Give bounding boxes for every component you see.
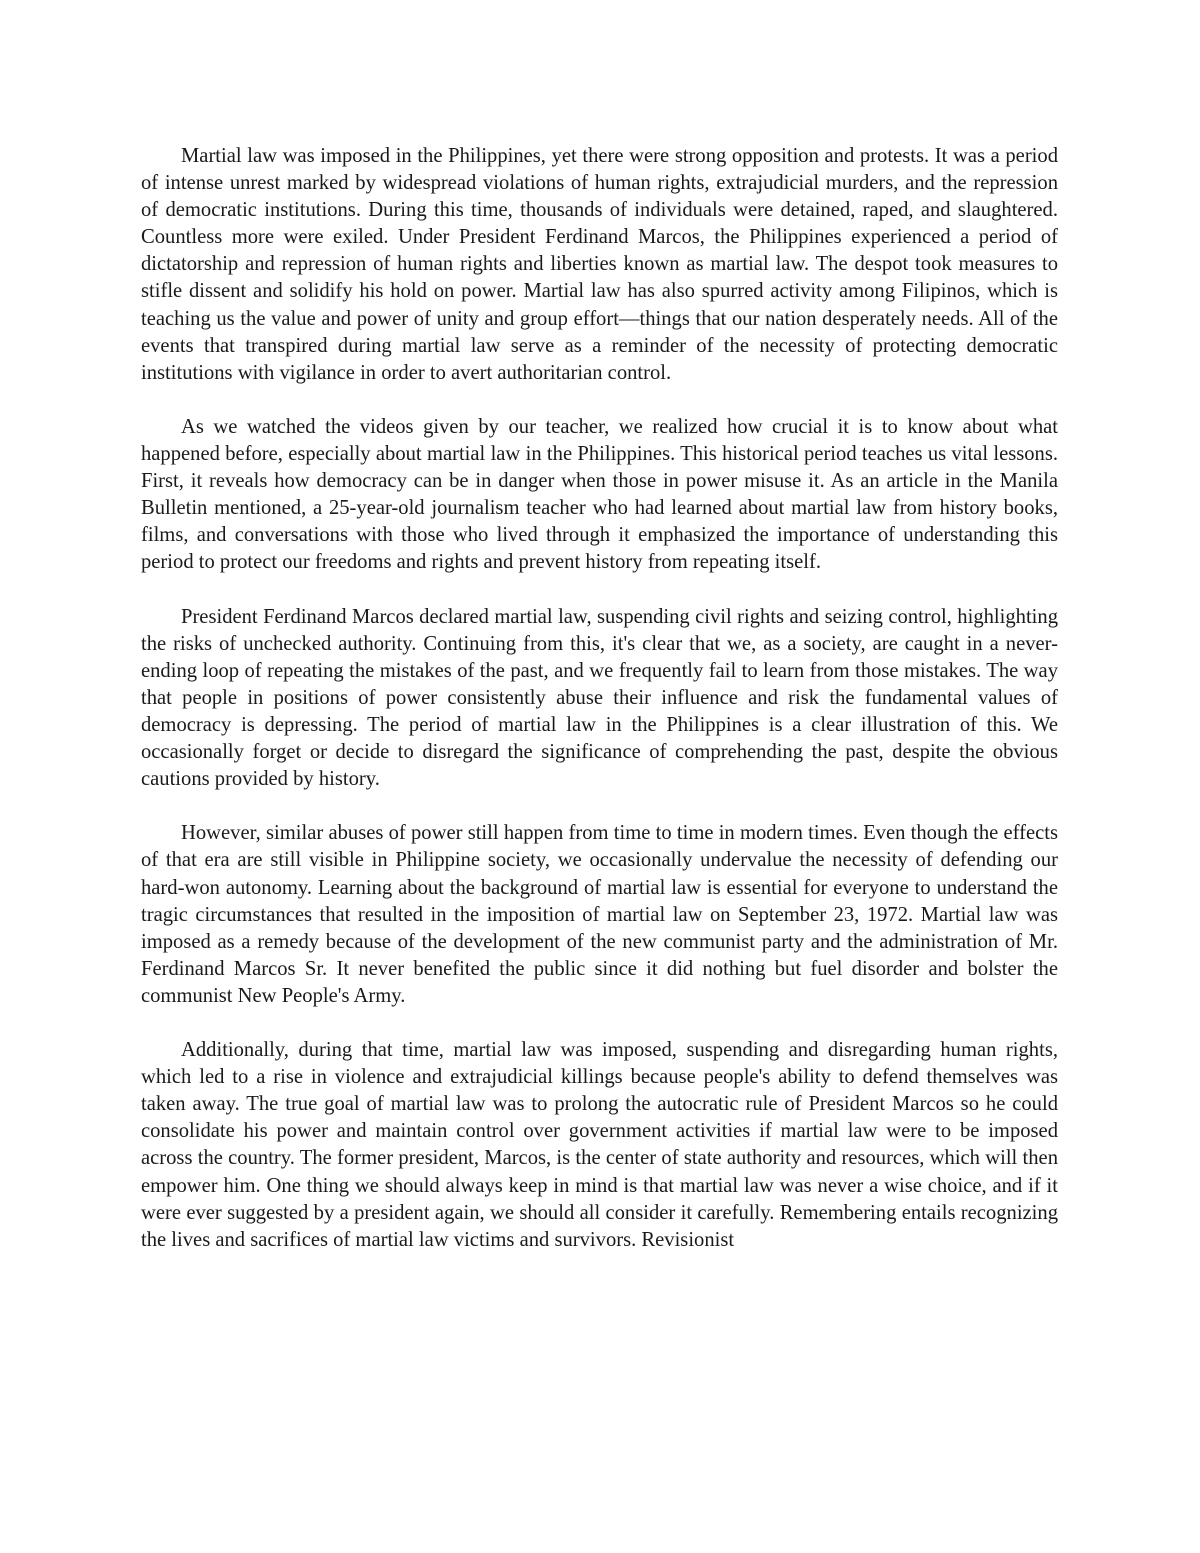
paragraph-1: Martial law was imposed in the Philippines, yet there were strong opposition and protests. It was a period of intense unrest marked by widespread violations of human rights, extrajudicial murders, and the repression of democratic institutions. During this time, thousands of individuals were detained, raped, and slaughtered. Countless more were exiled. Under President Ferdinand Marcos, the Philippines experienced a period of dictatorship and repression of human rights and liberties known as martial law. The despot took measures to stifle dissent and solidify his hold on power. Martial law has also spurred activity among Filipinos, which is teaching us the value and power of unity and group effort—things that our nation desperately needs. All of the events that transpired during martial law serve as a reminder of the necessity of protecting democratic institutions with vigilance in order to avert authoritarian control. [141,145,1058,384]
paragraph-3: President Ferdinand Marcos declared martial law, suspending civil rights and seizing control, highlighting the risks of unchecked authority. Continuing from this, it's clear that we, as a society, are caught in a never-ending loop of repeating the mistakes of the past, and we frequently fail to learn from those mistakes. The way that people in positions of power consistently abuse their influence and risk the fundamental values of democracy is depressing. The period of martial law in the Philippines is a clear illustration of this. We occasionally forget or decide to disregard the significance of comprehending the past, despite the obvious cautions provided by history. [141,605,1058,791]
paragraph-2: As we watched the videos given by our teacher, we realized how crucial it is to know about what happened before, especially about martial law in the Philippines. This historical period teaches us vital lessons. First, it reveals how democracy can be in danger when those in power misuse it. As an article in the Manila Bulletin mentioned, a 25-year-old journalism teacher who had learned about martial law from history books, films, and conversations with those who lived through it emphasized the importance of understanding this period to protect our freedoms and rights and prevent history from repeating itself. [141,415,1058,574]
paragraph-4: However, similar abuses of power still happen from time to time in modern times. Even though the effects of that era are still visible in Philippine society, we occasionally undervalue the necessity of defending our hard-won autonomy. Learning about the background of martial law is essential for everyone to understand the tragic circumstances that resulted in the imposition of martial law on September 23, 1972. Martial law was imposed as a remedy because of the development of the new communist party and the administration of Mr. Ferdinand Marcos Sr. It never benefited the public since it did nothing but fuel disorder and bolster the communist New People's Army. [141,822,1058,1007]
document-body [141,143,1058,1254]
paragraph-5: Additionally, during that time, martial law was imposed, suspending and disregarding human rights, which led to a rise in violence and extrajudicial killings because people's ability to defend themselves was taken away. The true goal of martial law was to prolong the autocratic rule of President Marcos so he could consolidate his power and maintain control over government activities if martial law were to be imposed across the country. The former president, Marcos, is the center of state authority and resources, which will then empower him. One thing we should always keep in mind is that martial law was never a wise choice, and if it were ever suggested by a president again, we should all consider it carefully. Remembering entails recognizing the lives and sacrifices of martial law victims and survivors. Revisionist [141,1039,1058,1251]
